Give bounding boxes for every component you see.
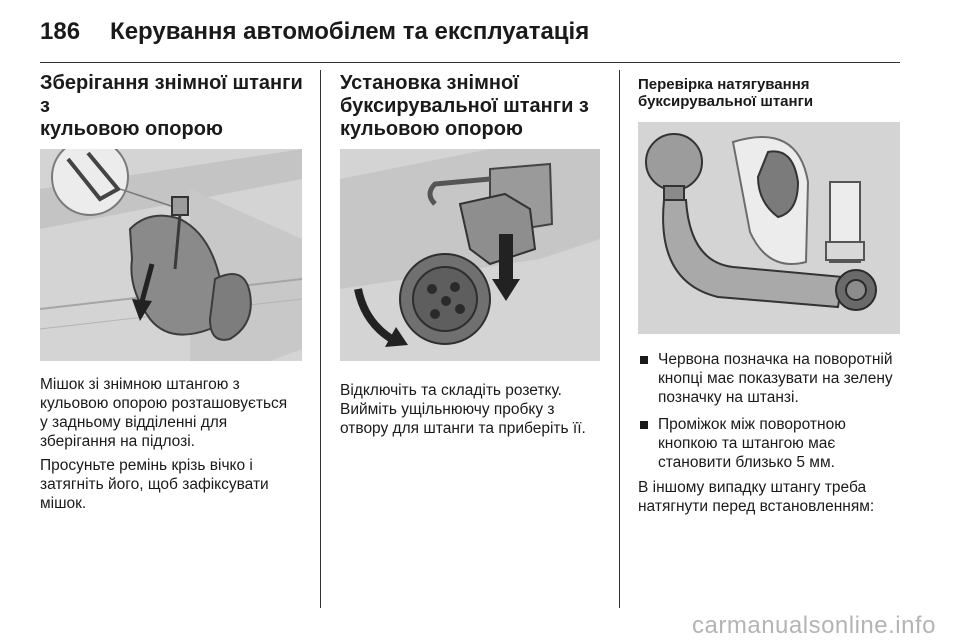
towbar-ball-check-illustration xyxy=(638,122,900,334)
running-title: Керування автомобілем та експлуатація xyxy=(110,18,590,45)
section-heading-storage: Зберігання знімної штанги з кульовою опорою xyxy=(40,72,303,140)
paragraph-strap-instructions: Просуньте ремінь крізь вічко і затягніть його, щоб зафіксувати мішок. xyxy=(40,457,269,512)
page-number: 186 xyxy=(40,18,81,45)
paragraph-storage-location: Мішок зі знімною штангою з кульовою опорою розташовується у задньому відділенні для зберігання на підлозі. xyxy=(40,376,288,450)
section-heading-tension-check: Перевірка натягування буксирувальної штанги xyxy=(638,76,814,110)
towbar-bag-storage-illustration xyxy=(40,149,302,361)
list-item: Проміжок між поворотною кнопкою та штангою має становити близько 5 мм. xyxy=(638,415,900,472)
list-item: Червона позначка на поворотній кнопці має показувати на зелену позначку на штанзі. xyxy=(638,350,900,407)
column-towbar-storage xyxy=(40,72,304,513)
column-divider-1 xyxy=(320,70,321,608)
bullet-square-icon xyxy=(640,356,648,364)
column-towbar-tension-check xyxy=(638,72,900,516)
socket-fold-illustration xyxy=(340,149,600,361)
column-divider-2 xyxy=(619,70,620,608)
page-header xyxy=(40,14,589,50)
paragraph-socket-instructions: Відключіть та складіть розетку. Вийміть ущільнюючу пробку з отвору для штанги та приберіть її. xyxy=(340,382,586,437)
bullet-square-icon xyxy=(640,421,648,429)
watermark: carmanualsonline.info xyxy=(692,612,936,639)
paragraph-tension-otherwise: В іншому випадку штангу треба натягнути перед встановленням: xyxy=(638,479,875,515)
header-rule xyxy=(40,62,900,63)
section-heading-installation: Установка знімної буксирувальної штанги з кульовою опорою xyxy=(340,72,589,140)
column-towbar-installation xyxy=(340,72,602,438)
tension-check-list xyxy=(638,350,900,472)
